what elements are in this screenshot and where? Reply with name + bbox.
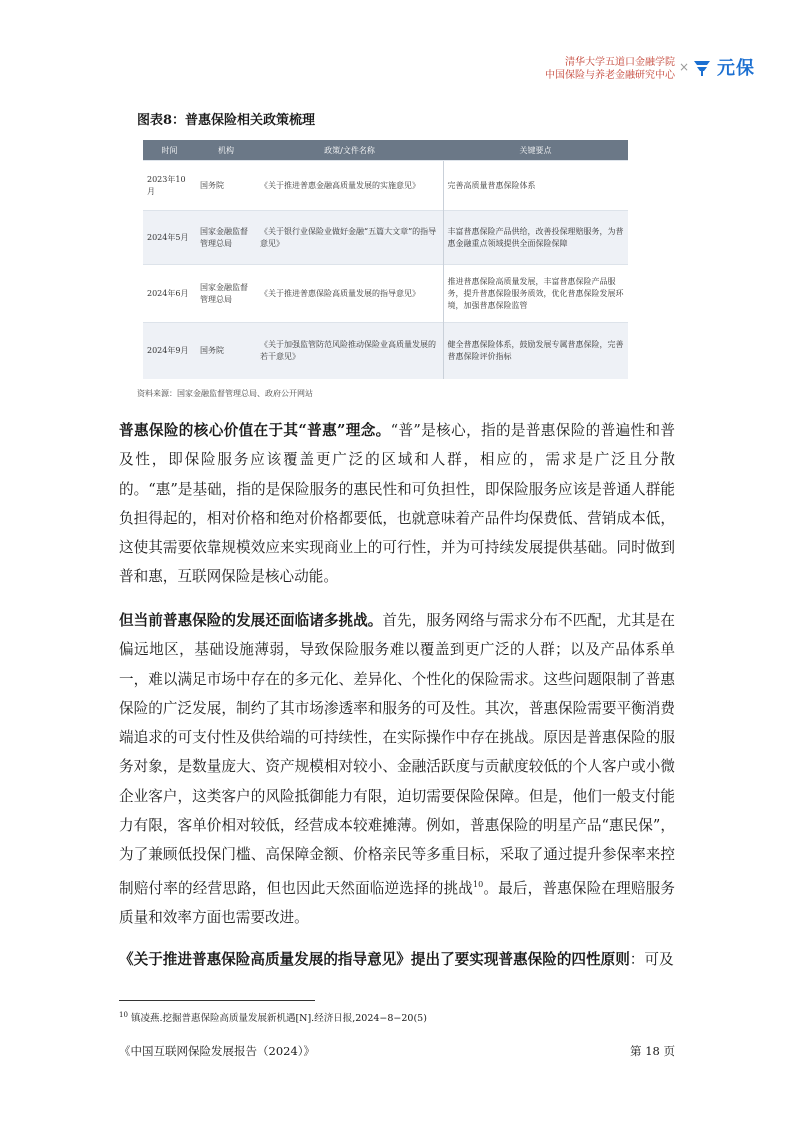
paragraph-body: 首先，服务网络与需求分布不匹配，尤其是在偏远地区，基础设施薄弱，导致保险服务难以覆盖到更广泛的人群；以及产品体系单一，难以满足市场中存在的多元化、差异化、个性化的保险需求。这些问题限制了普惠保险的广泛发展，制约了其市场渗透率和服务的可及性。其次，普惠保险需要平衡消费端追求的可支付性及供给端的可持续性，在实际操作中存在挑战。原因是普惠保险的服务对象，是数量庞大、资产规模相对较小、金融活跃度与贡献度较低的个人客户或小微企业客户，这类客户的风险抵御能力有限，迫切需要保险保障。但是，他们一般支付能力有限，客单价相对较低，经营成本较难摊薄。例如，普惠保险的明星产品“惠民保”，为了兼顾低投保门槛、高保障金额、价格亲民等多重目标，采取了通过提升参保率来控制赔付率的经营思路，但也因此天然面临逆选择的挑战 (119, 612, 675, 897)
paragraph-challenges (119, 606, 675, 932)
paragraph-core-value (119, 416, 675, 592)
yuanbao-logo-icon (692, 57, 712, 77)
org-header (545, 56, 675, 82)
cell-key-points: 丰富普惠保险产品供给，改善投保理赔服务，为普惠金融重点领域提供全面保险保障 (443, 211, 628, 265)
report-title-footer: 《中国互联网保险发展报告（2024）》 (119, 1044, 316, 1058)
cell-key-points: 推进普惠保险高质量发展，丰富普惠保险产品服务，提升普惠保险服务质效，优化普惠保险发展环境，加强普惠保险监管 (443, 265, 628, 323)
footnote-divider (119, 1000, 315, 1001)
cell-policy: 《关于推进普惠保险高质量发展的指导意见》 (256, 265, 443, 323)
footnote-text: 镇凌燕.挖掘普惠保险高质量发展新机遇[N].经济日报,2024−8−20(5) (127, 1013, 427, 1024)
table-row (143, 265, 628, 323)
cell-agency: 国家金融监督管理总局 (196, 265, 256, 323)
paragraph-lead: 普惠保险的核心价值在于其“普惠”理念。 (119, 422, 391, 439)
cell-policy: 《关于推进普惠金融高质量发展的实施意见》 (256, 161, 443, 211)
footnote-mark: 10 (119, 1010, 128, 1019)
table-row (143, 211, 628, 265)
column-header: 关键要点 (443, 140, 628, 161)
cell-agency: 国务院 (196, 323, 256, 379)
cell-date: 2024年5月 (143, 211, 196, 265)
cell-policy: 《关于加强监管防范风险推动保险业高质量发展的若干意见》 (256, 323, 443, 379)
column-header: 政策/文件名称 (256, 140, 443, 161)
org-line-1: 清华大学五道口金融学院 (565, 57, 675, 68)
paragraph-principles (119, 945, 675, 974)
figure-title: 图表8：普惠保险相关政策梳理 (137, 113, 316, 128)
cell-key-points: 健全普惠保险体系，鼓励发展专属普惠保险，完善普惠保险评价指标 (443, 323, 628, 379)
figure-source: 资料来源：国家金融监督管理总局、政府公开网站 (137, 389, 313, 398)
footnote-reference[interactable]: 10 (473, 879, 484, 889)
cell-agency: 国家金融监督管理总局 (196, 211, 256, 265)
column-header: 时间 (143, 140, 196, 161)
cell-date: 2024年6月 (143, 265, 196, 323)
paragraph-lead: 但当前普惠保险的发展还面临诸多挑战。 (119, 612, 383, 629)
paragraph-body-end: 。最后，普惠保险在理赔服务质量和效率方面也需要改进。 (119, 879, 675, 926)
paragraph-body: “普”是核心，指的是普惠保险的普遍性和普及性，即保险服务应该覆盖更广泛的区域和人群，相应的，需求是广泛且分散的。“惠”是基础，指的是保险服务的惠民性和可负担性，即保险服务应该是普通人群能负担得起的，相对价格和绝对价格都要低，也就意味着产品件均保费低、营销成本低，这使其需要依靠规模效应来实现商业上的可行性，并为可持续发展提供基础。同时做到普和惠，互联网保险是核心动能。 (119, 422, 675, 586)
cell-key-points: 完善高质量普惠保险体系 (443, 161, 628, 211)
paragraph-lead: 《关于推进普惠保险高质量发展的指导意见》提出了要实现普惠保险的四性原则 (119, 951, 630, 968)
cell-date: 2023年10月 (143, 161, 196, 211)
column-header: 机构 (196, 140, 256, 161)
table-row (143, 161, 628, 211)
cell-policy: 《关于银行业保险业做好金融“五篇大文章”的指导意见》 (256, 211, 443, 265)
logo-text: 元保 (717, 58, 755, 79)
policy-table (143, 140, 628, 379)
paragraph-body: ：可及 (629, 951, 674, 968)
cobrand-separator: × (679, 60, 690, 74)
page-number: 第 18 页 (630, 1044, 675, 1058)
table-header-row (143, 140, 628, 161)
footnote (119, 1010, 427, 1024)
cell-date: 2024年9月 (143, 323, 196, 379)
org-line-2: 中国保险与养老金融研究中心 (545, 70, 675, 81)
yuanbao-logo (692, 54, 755, 80)
table-row (143, 323, 628, 379)
cell-agency: 国务院 (196, 161, 256, 211)
